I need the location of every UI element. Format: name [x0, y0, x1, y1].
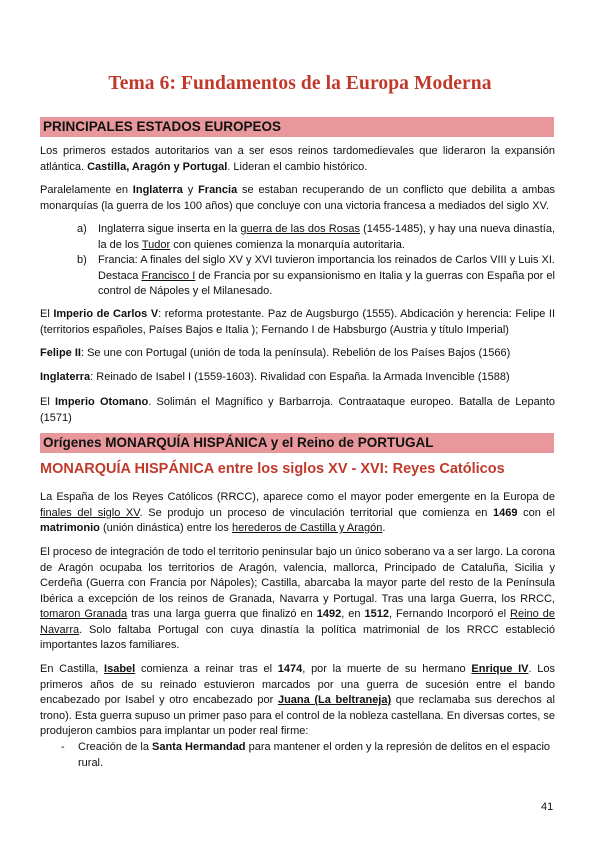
paragraph-imperio-otomano: El Imperio Otomano. Solimán el Magnífico y Barbarroja. Contraataque europeo. Batalla de Lepanto (1571): [40, 396, 555, 424]
subheading-reyes-catolicos: MONARQUÍA HISPÁNICA entre los siglos XV - XVI: Reyes Católicos: [40, 461, 505, 477]
list-item-inglaterra: a) Inglaterra sigue inserta en la guerra de las dos Rosas (1455-1485), y hay una nueva dinastía, la de los Tudor con quienes comienza la monarquía autoritaria.: [77, 223, 556, 251]
list-marker: -: [61, 741, 65, 753]
paragraph-carlos-v: El Imperio de Carlos V: reforma protestante. Paz de Augsburgo (1555). Abdicación y herencia: Felipe II (territorios españoles, Países Bajos e Italia ); Fernando I de Habsburgo (Austria y título Imperial): [40, 308, 555, 336]
page-title: Tema 6: Fundamentos de la Europa Moderna: [108, 73, 492, 94]
paragraph-isabel-inglaterra: Inglaterra: Reinado de Isabel I (1559-1603). Rivalidad con España. la Armada Invencible (1588): [40, 371, 510, 383]
paragraph-isabel-castilla: En Castilla, Isabel comienza a reinar tras el 1474, por la muerte de su hermano Enrique IV. Los primeros años de su reinado estuvieron marcados por una guerra de sucesión entre el bando encabezado por Isabel y otro encabezado por Juana (La beltraneja) que reclamaba sus derechos al trono). Esta guerra supuso un primer paso para el control de la nobleza castellana. En diversas cortes, se produjeron cambios para implantar un poder real firme:: [40, 663, 555, 737]
paragraph-estados-autoritarios: Los primeros estados autoritarios van a ser esos reinos tardomedievales que lideraron la expansión atlántica. Castilla, Aragón y Portugal. Lideran el cambio histórico.: [40, 145, 555, 173]
section-heading-monarquia-hispanica: Orígenes MONARQUÍA HISPÁNICA y el Reino de PORTUGAL: [40, 433, 554, 453]
paragraph-espana-rrcc: La España de los Reyes Católicos (RRCC), aparece como el mayor poder emergente en la Europa de finales del siglo XV. Se produjo un proceso de vinculación territorial que comienza en 1469 con el matrimonio (unión dinástica) entre los herederos de Castilla y Aragón.: [40, 491, 555, 534]
list-marker: a): [77, 223, 87, 235]
list-marker: b): [77, 254, 87, 266]
paragraph-felipe-ii: Felipe II: Se une con Portugal (unión de toda la península). Rebelión de los Países Bajos (1566): [40, 347, 511, 359]
list-item-francia: b) Francia: A finales del siglo XV y XVI tuvieron importancia los reinados de Carlos VIII y Luis XI. Destaca Francisco I de Francia por su expansionismo en Italia y la guerras con España por el control de Nápoles y el Milanesado.: [77, 254, 555, 297]
paragraph-integracion-territorial: El proceso de integración de todo el territorio peninsular bajo un único soberano va a ser largo. La corona de Aragón ocupaba los territorios de Aragón, valencia, mallorca, Principado de Cataluña, Sicilia y Cerdeña (Guerra con Francia por Nápoles); Castilla, abarcaba la mayor parte del resto de la Península Ibérica a excepción de los reinos de Granada, Navarra y Portugal. Tras una larga Guerra, los RRCC, tomaron Granada tras una larga guerra que finalizó en 1492, en 1512, Fernando Incorporó el Reino de Navarra. Solo faltaba Portugal con cuya dinastía la política matrimonial de los RRCC estableció importantes lazos familiares.: [40, 546, 555, 651]
list-item-santa-hermandad: - Creación de la Santa Hermandad para mantener el orden y la represión de delitos en el espacio rural.: [61, 741, 551, 769]
page-number: 41: [541, 801, 554, 813]
paragraph-inglaterra-francia: Paralelamente en Inglaterra y Francia se estaban recuperando de un conflicto que debilita a ambas monarquías (la guerra de los 100 años) que concluye con una victoria francesa a mediados del siglo XV.: [40, 184, 555, 212]
section-heading-estados-europeos: PRINCIPALES ESTADOS EUROPEOS: [40, 117, 554, 137]
